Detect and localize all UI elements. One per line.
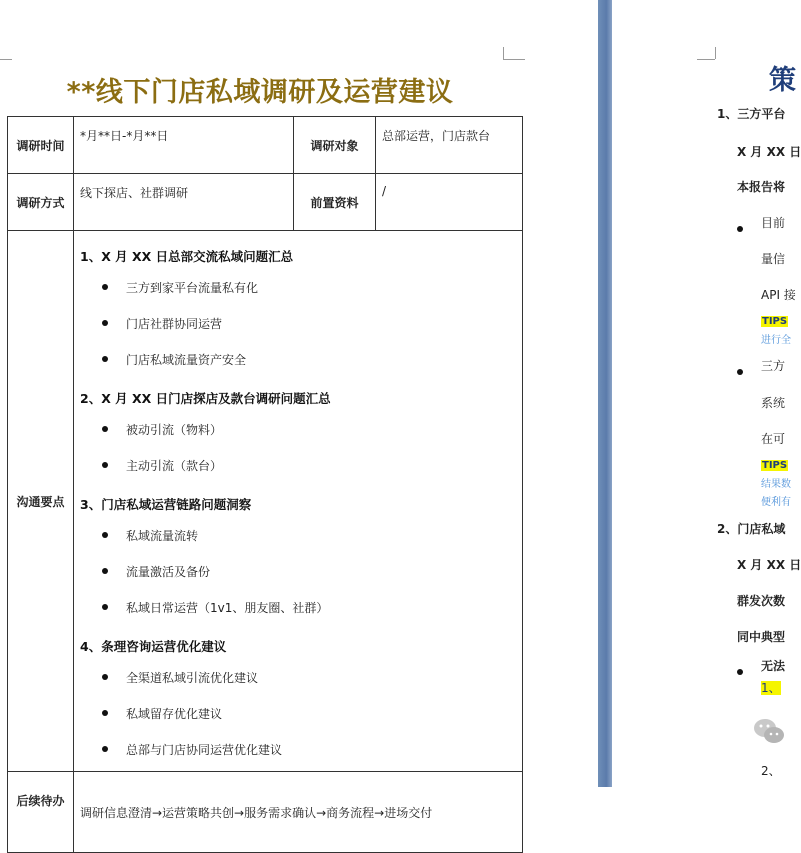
value-survey-target: 总部运营，门店款台 — [376, 117, 523, 174]
list-item — [80, 731, 516, 767]
right-line: X 月 XX 日 — [737, 145, 801, 159]
bullet-dot-icon — [102, 320, 108, 326]
bullet-dot-icon — [102, 674, 108, 680]
list-item-text: 主动引流（款台） — [126, 458, 223, 473]
survey-info-table — [7, 116, 523, 853]
bullet-dot-icon — [102, 568, 108, 574]
right-line: X 月 XX 日 — [737, 558, 801, 572]
page-gutter — [598, 0, 612, 787]
label-survey-target: 调研对象 — [294, 117, 376, 174]
right-line: 同中典型 — [737, 630, 786, 644]
bullet-dot-icon — [102, 532, 108, 538]
bullet-dot-icon — [102, 284, 108, 290]
section-2 — [80, 389, 516, 483]
list-item-text: 私域日常运营（1v1、朋友圈、社群） — [126, 600, 329, 615]
bullet-dot-icon — [737, 221, 743, 235]
crop-mark-top — [697, 59, 715, 60]
bullet-dot-icon — [102, 426, 108, 432]
label-survey-time: 调研时间 — [8, 117, 74, 174]
list-item — [80, 411, 516, 447]
crop-mark-top-left — [0, 59, 12, 60]
communication-points-cell — [74, 231, 523, 772]
label-survey-method: 调研方式 — [8, 174, 74, 231]
label-follow-up: 后续待办 — [8, 772, 74, 853]
list-item — [80, 269, 516, 305]
list-item-text: 全渠道私域引流优化建议 — [126, 670, 259, 685]
list-item-text: 总部与门店协同运营优化建议 — [126, 742, 283, 757]
tips-text: 结果数 — [761, 479, 791, 490]
value-follow-up: 调研信息澄清→运营策略共创→服务需求确认→商务流程→进场交付 — [74, 772, 523, 853]
section-title: 4、条理咨询运营优化建议 — [80, 639, 227, 654]
bullet-dot-icon — [102, 604, 108, 610]
document-title: **线下门店私域调研及运营建议 — [66, 77, 454, 108]
bullet-dot-icon — [102, 462, 108, 468]
bullet-dot-icon — [102, 746, 108, 752]
list-item — [80, 695, 516, 731]
right-line: 目前 — [761, 216, 786, 230]
tips-label: TIPS — [762, 460, 788, 471]
right-line: 无法 — [761, 659, 786, 673]
list-item — [80, 553, 516, 589]
right-line: 群发次数 — [737, 594, 786, 608]
section-title: 1、X 月 XX 日总部交流私域问题汇总 — [80, 249, 294, 264]
section-4 — [80, 637, 516, 767]
bullet-dot-icon — [102, 710, 108, 716]
value-pre-materials: / — [376, 174, 523, 231]
crop-mark-top-vertical — [715, 47, 716, 59]
right-line: 2、 — [761, 764, 781, 778]
section-title: 3、门店私域运营链路问题洞察 — [80, 497, 252, 512]
list-item-text: 门店私域流量资产安全 — [126, 352, 247, 367]
label-pre-materials: 前置资料 — [294, 174, 376, 231]
table-row — [8, 174, 523, 231]
tips-text: 便利有 — [761, 497, 791, 508]
right-line: 三方 — [761, 359, 786, 373]
table-row — [8, 772, 523, 853]
bullet-dot-icon — [102, 356, 108, 362]
list-item-text: 被动引流（物料） — [126, 422, 223, 437]
list-item — [80, 659, 516, 695]
table-row — [8, 117, 523, 174]
right-line: 量信 — [761, 252, 786, 266]
right-line: 在可 — [761, 432, 786, 446]
bullet-dot-icon — [737, 364, 743, 378]
right-document-page — [612, 0, 801, 787]
list-item-text: 私域留存优化建议 — [126, 706, 223, 721]
value-survey-method: 线下探店、社群调研 — [74, 174, 294, 231]
section-title: 2、X 月 XX 日门店探店及款台调研问题汇总 — [80, 391, 331, 406]
list-item-text: 三方到家平台流量私有化 — [126, 280, 259, 295]
section-3 — [80, 495, 516, 625]
wechat-icon — [752, 716, 786, 746]
crop-mark-top-right — [503, 59, 525, 60]
list-item — [80, 447, 516, 483]
bullet-dot-icon — [737, 664, 743, 678]
right-line: 本报告将 — [737, 180, 786, 194]
list-item-text: 私域流量流转 — [126, 528, 199, 543]
right-page-title: 策 — [769, 65, 796, 96]
list-item — [80, 305, 516, 341]
tips-label: TIPS — [762, 316, 788, 327]
right-line: 2、门店私域 — [717, 522, 786, 536]
right-line: 1、三方平台 — [717, 107, 786, 121]
table-row — [8, 231, 523, 772]
list-item-text: 门店社群协同运营 — [126, 316, 223, 331]
highlighted-number — [761, 679, 781, 696]
tips-highlight — [761, 457, 788, 471]
list-item — [80, 589, 516, 625]
right-line: 系统 — [761, 396, 786, 410]
crop-mark-top-right-vertical — [503, 47, 504, 59]
section-1 — [80, 247, 516, 377]
list-item — [80, 341, 516, 377]
right-line: API 接 — [761, 288, 796, 302]
value-survey-time: *月**日-*月**日 — [74, 117, 294, 174]
tips-text: 进行全 — [761, 335, 791, 346]
list-item-text: 流量激活及备份 — [126, 564, 211, 579]
highlighted-text: 1、 — [761, 681, 781, 695]
label-communication-points: 沟通要点 — [8, 231, 74, 772]
list-item — [80, 517, 516, 553]
tips-highlight — [761, 313, 788, 327]
